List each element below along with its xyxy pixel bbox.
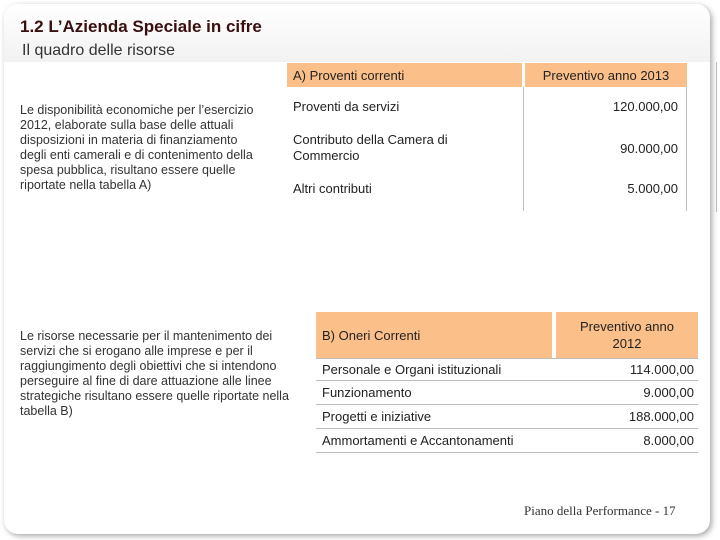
table-cell-value: 114.000,00 [629,361,694,377]
table-b-header-label: B) Oneri Correnti [316,312,552,358]
table-a-divider [523,87,524,211]
table-cell-value: 120.000,00 [612,98,678,114]
table-row: Contributo della Camera di Commercio [293,132,448,163]
table-row: Funzionamento [322,385,412,400]
footer-page-label: Piano della Performance - 17 [524,503,676,518]
page-title: 1.2 L’Azienda Speciale in cifre [20,17,262,36]
table-cell-value: 8.000,00 [643,433,694,448]
intro-paragraph-a: Le disponibilità economiche per l’esercizio 2012, elaborate sulla base delle attuali disposizioni in materia di finanziamento degli enti camerali e di contenimento della spesa pubblica, risultano essere quelle riportate nella tabella A) [20,103,254,192]
table-row: Personale e Organi istituzionali [322,361,502,377]
table-cell-value: 90.000,00 [620,140,678,156]
table-cell-value: 188.000,00 [628,409,694,424]
table-b-rule [316,452,698,453]
page-subtitle: Il quadro delle risorse [22,42,175,59]
table-row: Ammortamenti e Accantonamenti [322,433,514,448]
table-a-header-label: A) Proventi correnti [287,63,522,87]
table-a-right-border [686,87,687,211]
table-cell-value: 9.000,00 [643,385,694,400]
table-b-header-value: Preventivo anno 2012 [556,312,698,358]
table-row: Progetti e iniziative [322,409,432,424]
table-a-header-value: Preventivo anno 2013 [525,63,687,87]
table-row: Proventi da servizi [293,98,400,114]
intro-paragraph-b: Le risorse necessarie per il mantenimento dei servizi che si erogano alle imprese e per il raggiungimento degli obiettivi che si intendono perseguire al fine di dare attuazione alle linee strategiche risultano essere quelle riportate nella tabella B) [20,329,289,418]
table-cell-value: 5.000,00 [627,180,678,196]
table-row: Altri contributi [293,180,372,196]
table-a-outer-border [716,62,717,212]
